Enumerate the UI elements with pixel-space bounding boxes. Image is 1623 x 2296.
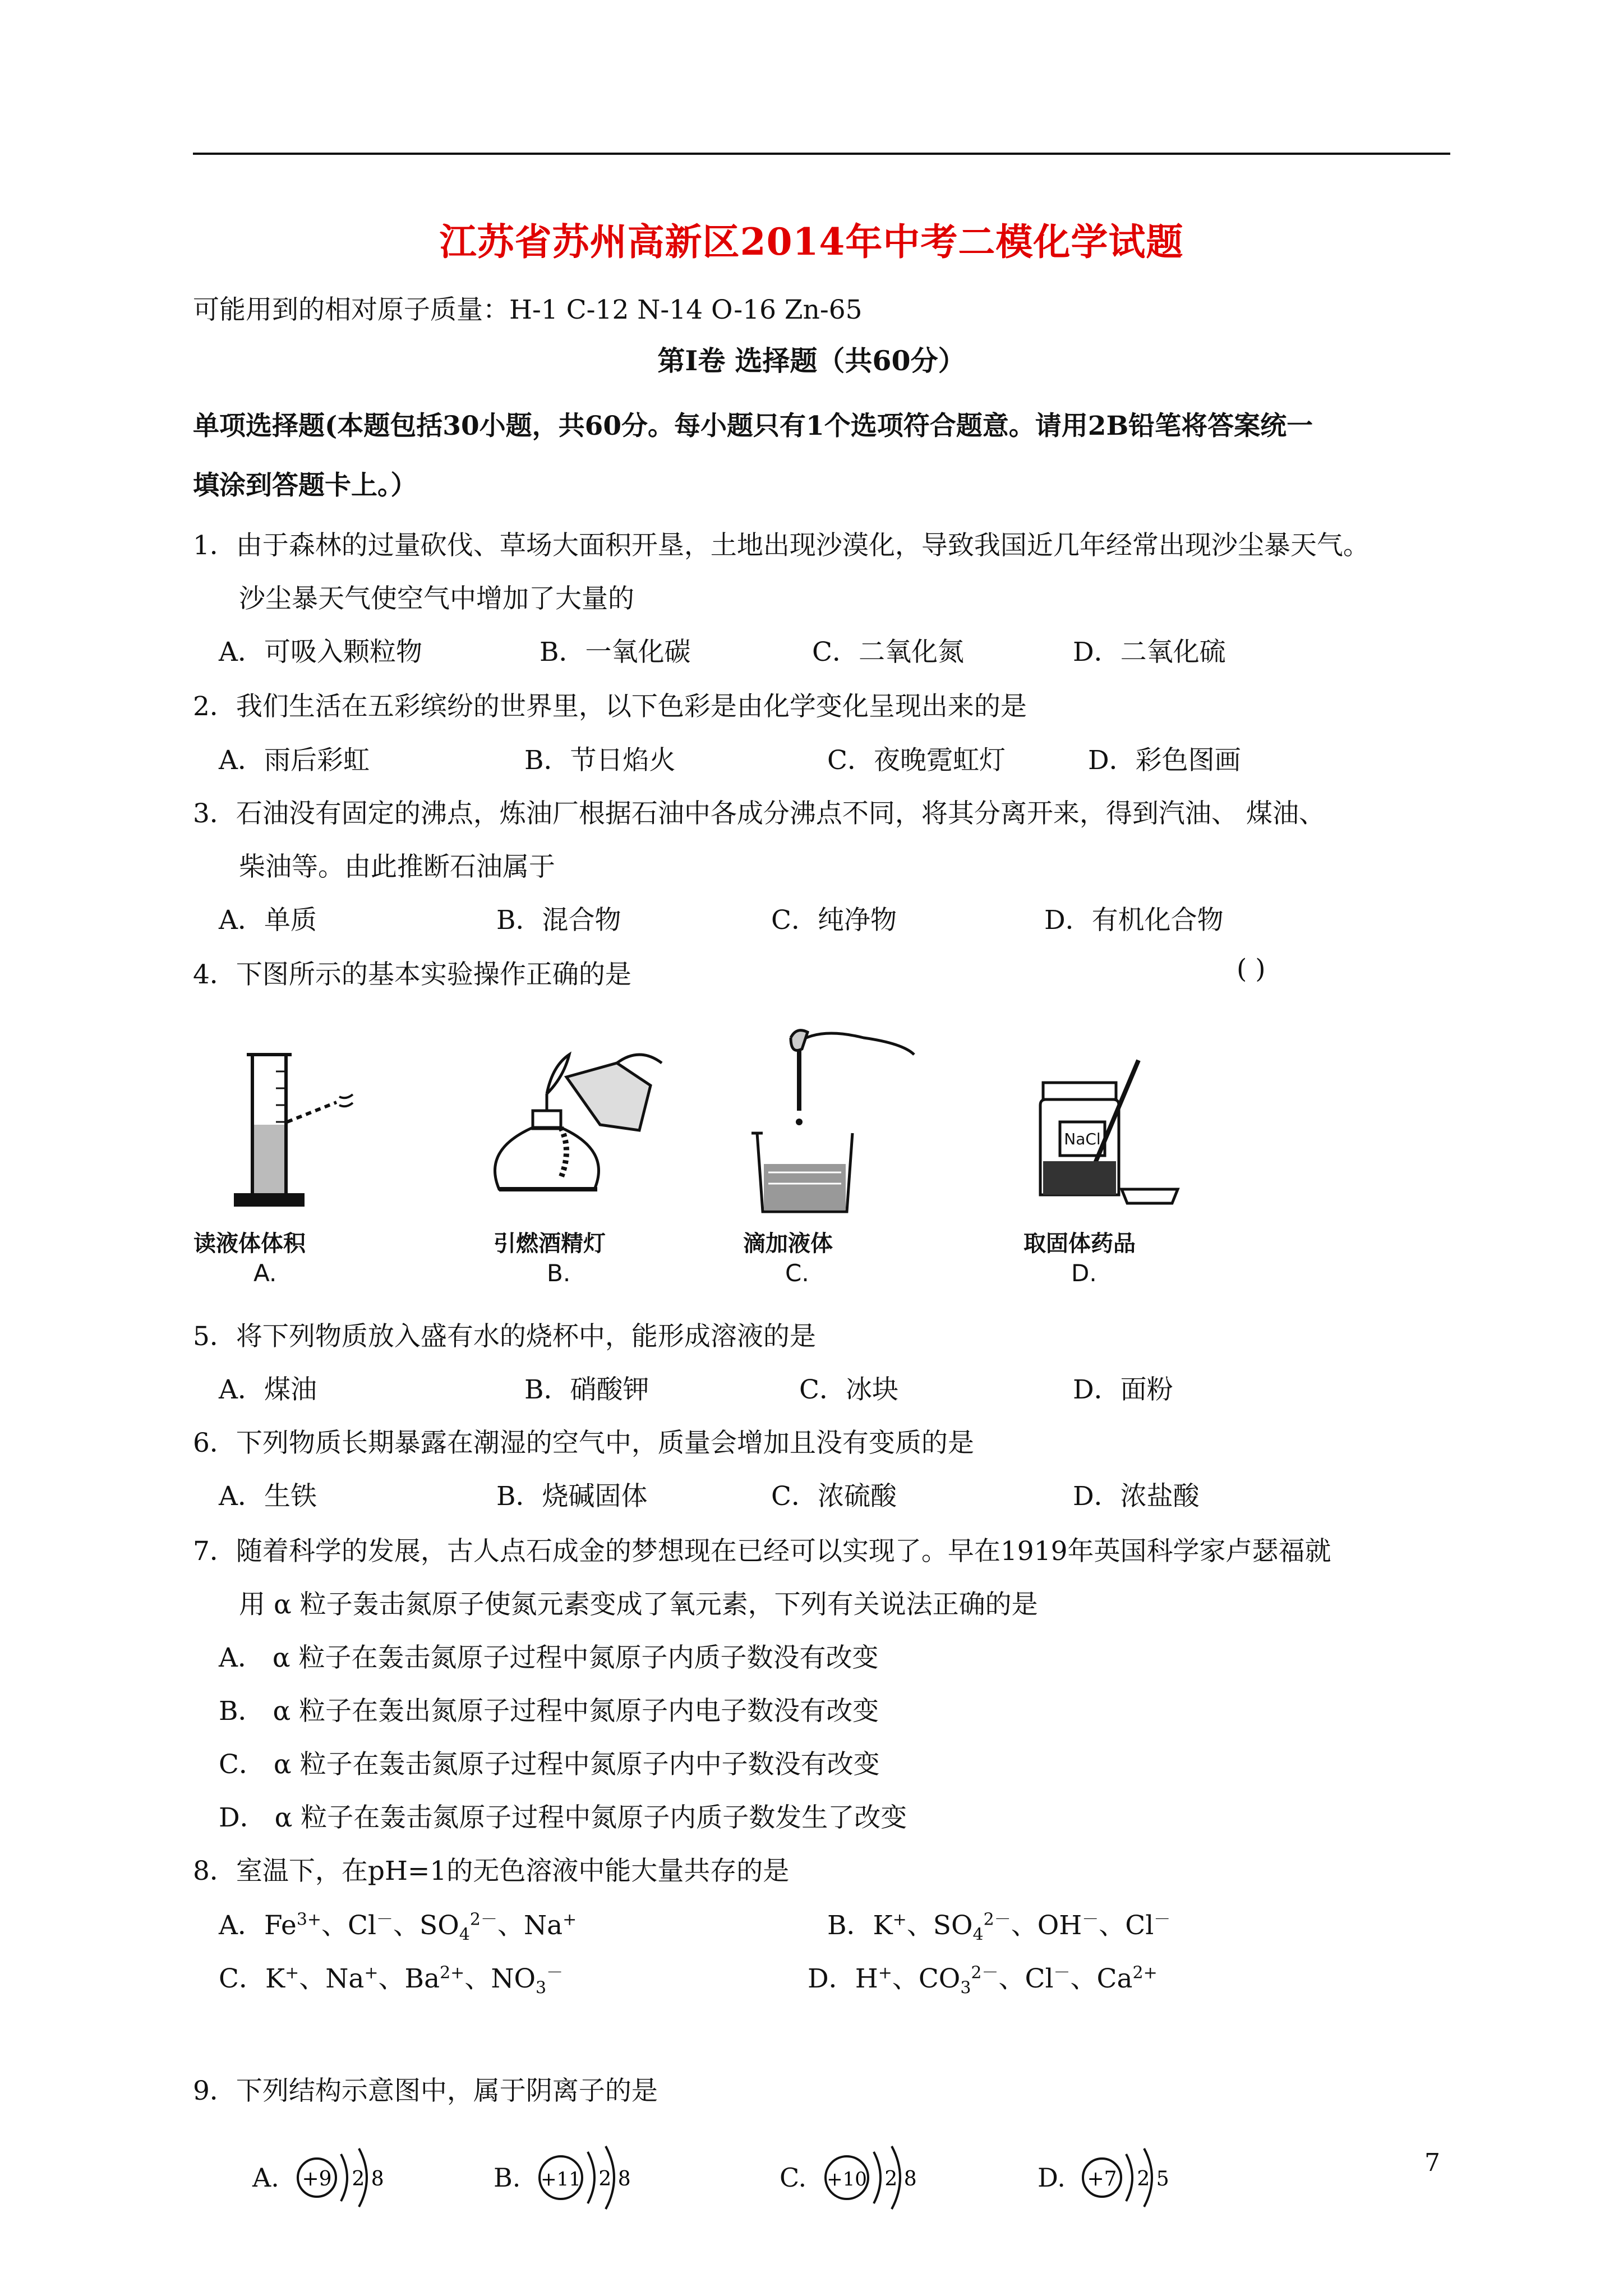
q9-option-b (494, 2137, 673, 2221)
q9-option-a (252, 2137, 421, 2221)
q4-letter-c: C. (785, 1259, 809, 1287)
q8-stem: 8．室温下，在pH=1的无色溶液中能大量共存的是 (193, 1856, 790, 1887)
q8-option-c: C．K+、Na+、$Ba^{2+}$、$NO_3^-$ (219, 1963, 564, 1998)
q4-caption-d: 取固体药品 (1023, 1231, 1136, 1257)
q6-option-a: A．生铁 (219, 1481, 317, 1512)
q1-option-c: C．二氧化氮 (812, 637, 964, 668)
q7-option-b: B． α 粒子在轰出氮原子过程中氮原子内电子数没有改变 (219, 1696, 879, 1727)
q1-option-d: D．二氧化硫 (1073, 637, 1226, 668)
q3-stem-line-1: 3．石油没有固定的沸点，炼油厂根据石油中各成分沸点不同，将其分离开来，得到汽油、 煤油、 (193, 798, 1325, 829)
q5-stem: 5．将下列物质放入盛有水的烧杯中，能形成溶液的是 (193, 1321, 816, 1352)
svg-text:+7: +7 (1087, 2168, 1117, 2191)
q2-stem: 2．我们生活在五彩缤纷的世界里，以下色彩是由化学变化呈现出来的是 (193, 691, 1027, 722)
q5-option-d: D．面粉 (1073, 1374, 1173, 1405)
q3-stem-line-2: 柴油等。由此推断石油属于 (239, 852, 555, 882)
q9-letter-b: B. (494, 2162, 521, 2193)
q7-option-d: D． α 粒子在轰击氮原子过程中氮原子内质子数发生了改变 (219, 1802, 907, 1833)
q2-option-b: B．节日焰火 (524, 745, 676, 776)
q8-option-a: A．$Fe^{3+}$、Cl－、$SO_4^{2-}$、Na+ (219, 1910, 577, 1945)
graduated-cylinder-figure (213, 1043, 381, 1212)
q4-stem: 4．下图所示的基本实验操作正确的是 (193, 959, 631, 990)
alcohol-lamp-figure (477, 1038, 679, 1217)
instruction-line-2: 填涂到答题卡上。） (193, 470, 417, 501)
q4-caption-a: 读液体体积 (193, 1231, 306, 1257)
q3-option-b: B．混合物 (496, 905, 621, 936)
svg-text:+9: +9 (302, 2168, 332, 2191)
q4-caption-b: 引燃酒精灯 (494, 1231, 606, 1257)
nacl-label: NaCl (1064, 1130, 1101, 1148)
q4-letter-b: B. (547, 1259, 571, 1287)
q5-option-c: C．冰块 (799, 1374, 898, 1405)
svg-text:2 8: 2 8 (884, 2168, 917, 2191)
q4-caption-c: 滴加液体 (743, 1231, 833, 1257)
q2-option-a: A．雨后彩虹 (219, 745, 370, 776)
q1-stem-line-2: 沙尘暴天气使空气中增加了大量的 (239, 583, 634, 614)
q6-option-c: C．浓硫酸 (771, 1481, 897, 1512)
atom-diagram-b (533, 2137, 656, 2221)
q4-letter-a: A. (253, 1259, 277, 1287)
svg-text:+11: +11 (541, 2168, 581, 2191)
svg-text:2 8: 2 8 (352, 2168, 384, 2191)
reagent-jar-figure (1026, 1055, 1195, 1212)
q3-option-a: A．单质 (219, 905, 317, 936)
q1-option-b: B．一氧化碳 (540, 637, 691, 668)
q1-stem-line-1: 1．由于森林的过量砍伐、草场大面积开垦，土地出现沙漠化，导致我国近几年经常出现沙尘暴天气。 (193, 530, 1370, 561)
q9-option-c (780, 2137, 959, 2221)
q8-option-b: B．K+、$SO_4^{2-}$、OH－、Cl－ (827, 1910, 1171, 1945)
q2-option-c: C．夜晚霓虹灯 (827, 745, 1006, 776)
q9-stem: 9．下列结构示意图中，属于阴离子的是 (193, 2076, 658, 2106)
instruction-line-1: 单项选择题(本题包括30小题，共60分。每小题只有1个选项符合题意。请用2B铅笔将答案统一 (193, 411, 1313, 441)
q6-option-b: B．烧碱固体 (496, 1481, 648, 1512)
svg-text:2 8: 2 8 (598, 2168, 631, 2191)
atom-diagram-d (1077, 2137, 1200, 2221)
atom-diagram-a (292, 2137, 404, 2221)
q8-option-d: D．H+、$CO_3^{2-}$、Cl－、$Ca^{2+}$ (808, 1963, 1158, 1998)
q9-letter-d: D. (1038, 2162, 1066, 2193)
q5-option-a: A．煤油 (219, 1374, 317, 1405)
q9-option-d (1038, 2137, 1217, 2221)
q9-letter-a: A. (252, 2162, 279, 2193)
exam-title: 江苏省苏州高新区2014年中考二模化学试题 (439, 220, 1184, 264)
q7-stem-line-1: 7．随着科学的发展，古人点石成金的梦想现在已经可以实现了。早在1919年英国科学家卢瑟福就 (193, 1536, 1331, 1567)
svg-text:+10: +10 (827, 2168, 867, 2191)
q5-option-b: B．硝酸钾 (524, 1374, 649, 1405)
q3-option-c: C．纯净物 (771, 905, 897, 936)
q4-letter-d: D. (1071, 1259, 1097, 1287)
q2-option-d: D．彩色图画 (1088, 745, 1241, 776)
q7-option-c: C． α 粒子在轰击氮原子过程中氮原子内中子数没有改变 (219, 1749, 880, 1780)
page-number: 7 (1424, 2148, 1440, 2177)
q6-stem: 6．下列物质长期暴露在潮湿的空气中，质量会增加且没有变质的是 (193, 1428, 974, 1458)
q4-answer-blank: ( ) (1237, 954, 1266, 984)
dropper-beaker-figure (746, 1021, 925, 1223)
q3-option-d: D．有机化合物 (1044, 905, 1224, 936)
svg-text:2 5: 2 5 (1137, 2168, 1169, 2191)
atomic-mass-line: 可能用到的相对原子质量：H-1 C-12 N-14 O-16 Zn-65 (193, 295, 863, 325)
q1-option-a: A．可吸入颗粒物 (219, 637, 422, 668)
q7-stem-line-2: 用 α 粒子轰击氮原子使氮元素变成了氧元素，下列有关说法正确的是 (239, 1589, 1038, 1620)
q9-letter-c: C. (780, 2162, 807, 2193)
q6-option-d: D．浓盐酸 (1073, 1481, 1200, 1512)
header-rule (193, 153, 1450, 155)
section-title: 第Ⅰ卷 选择题（共60分） (657, 344, 966, 377)
q7-option-a: A． α 粒子在轰击氮原子过程中氮原子内质子数没有改变 (219, 1642, 879, 1673)
atom-diagram-c (819, 2137, 942, 2221)
